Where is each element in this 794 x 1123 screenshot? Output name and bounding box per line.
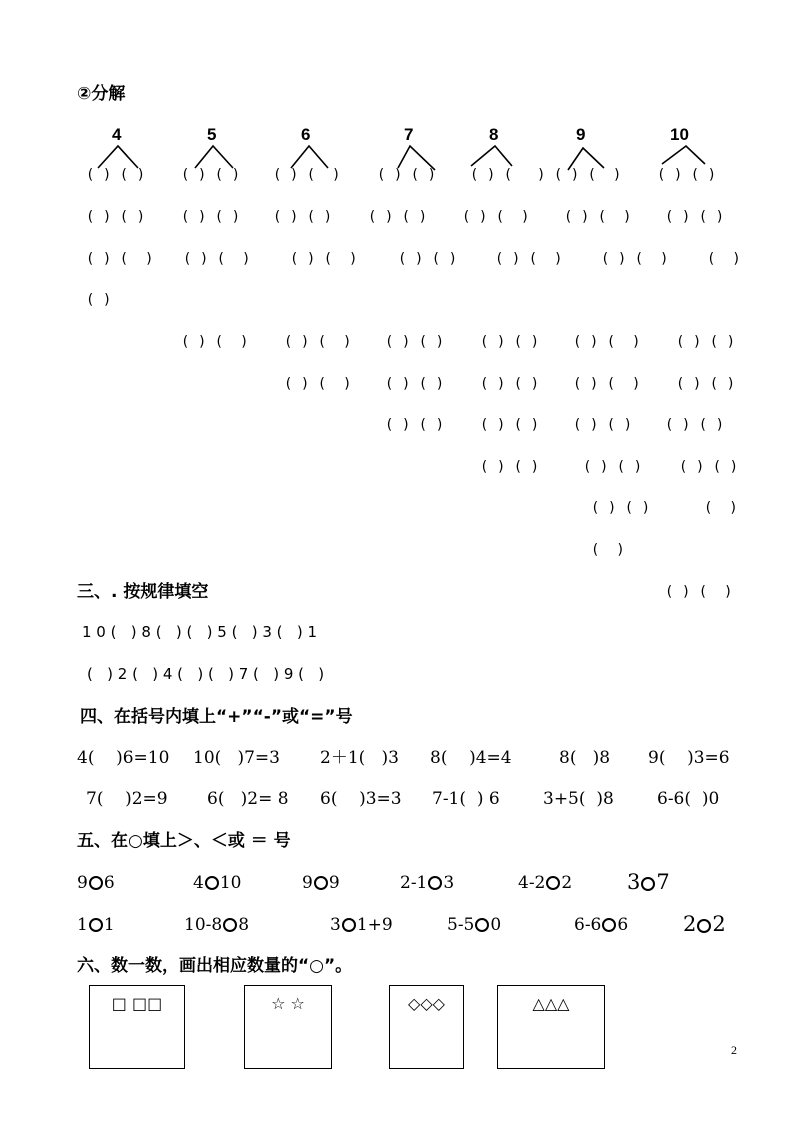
compare-left: 4-2 [518,873,546,893]
section-4-item[interactable]: 8( )8 [559,748,611,768]
tree-blank-4[interactable]: ( ) ( ) [86,167,146,183]
compare-item [330,917,393,934]
compare-circle[interactable] [89,918,103,932]
compare-item [77,917,115,934]
compare-right: 2 [712,912,726,936]
count-box-squares[interactable] [89,985,185,1069]
grid-cell[interactable]: ( ) ( ) [480,459,540,475]
grid-cell[interactable]: ( ) ( ) [665,209,725,225]
section-4-item[interactable]: 2＋1( )3 [320,748,399,768]
compare-left: 6-6 [574,915,602,935]
count-box-triangles[interactable] [497,985,605,1069]
section-4-item[interactable]: 6-6( )0 [657,789,720,809]
section-4-item[interactable]: 4( )6=10 [77,748,170,768]
compare-circle[interactable] [314,876,328,890]
compare-item [302,875,340,892]
grid-cell[interactable]: ( ) ( ) [676,376,736,392]
grid-cell[interactable]: ( ) ( ) [495,251,563,267]
tree-number-7: 7 [404,125,414,144]
square-icons: □ □□ [111,994,163,1013]
section-4-item[interactable]: 8( )4=4 [430,748,512,768]
grid-cell[interactable]: ( ) ( ) [385,417,445,433]
compare-item [627,872,670,893]
section-6-title: 六、数一数，画出相应数量的“○”。 [77,956,353,976]
compare-left: 2 [683,912,697,936]
compare-circle[interactable] [428,876,442,890]
grid-cell[interactable]: ( ) ( ) [385,376,445,392]
tree-blank-6[interactable]: ( ) ( ) [273,167,341,183]
grid-cell[interactable]: ( ) ( ) [183,251,251,267]
grid-cell[interactable]: ( ) ( ) [290,251,358,267]
grid-cell[interactable]: ( ) ( ) [591,500,651,516]
compare-left: 3 [627,870,641,894]
compare-item [400,875,454,892]
grid-cell[interactable]: ( ) ( ) [601,251,669,267]
compare-right: 10 [219,873,242,893]
star-icons: ☆ ☆ [271,994,305,1013]
section-4-title: 四、在括号内填上“+”“-”或“=”号 [80,707,353,727]
compare-circle[interactable] [697,919,711,933]
compare-left: 9 [77,873,88,893]
branch-4 [98,146,138,168]
section-4-item[interactable]: 10( )7=3 [193,748,280,768]
section-4-item[interactable]: 6( )3=3 [320,789,402,809]
tree-number-8: 8 [489,125,499,144]
grid-cell[interactable]: ( ) ( ) [284,334,352,350]
grid-cell[interactable]: ( ) ( ) [573,376,641,392]
grid-cell[interactable]: ( ) ( ) [676,334,736,350]
grid-cell[interactable]: ( ) ( ) [573,334,641,350]
count-box-diamonds[interactable] [389,985,464,1069]
grid-cell[interactable]: ( ) ( ) [480,417,540,433]
compare-left: 2-1 [400,873,428,893]
section-2-title: ②分解 [77,84,126,104]
grid-cell[interactable]: ( ) [704,500,738,516]
compare-right: 1+9 [356,915,393,935]
grid-cell[interactable]: ( ) ( ) [368,209,428,225]
compare-item [77,875,115,892]
compare-left: 3 [330,915,341,935]
grid-cell[interactable]: ( ) [86,292,112,308]
grid-cell[interactable]: ( ) ( ) [480,334,540,350]
compare-right: 6 [617,915,629,935]
compare-circle[interactable] [602,918,616,932]
compare-item [447,917,501,934]
grid-cell[interactable]: ( ) ( ) [273,209,333,225]
compare-circle[interactable] [89,876,103,890]
section-3-title: 三、. 按规律填空 [77,582,209,602]
tree-number-5: 5 [207,125,217,144]
section-3-sequence-1[interactable]: 1 0 ( ) 8 ( ) ( ) 5 ( ) 3 ( ) 1 [82,623,317,641]
compare-left: 4 [193,873,204,893]
compare-circle[interactable] [641,877,655,891]
compare-left: 1 [77,915,88,935]
tree-blank-10[interactable]: ( ) ( ) [657,167,717,183]
compare-circle[interactable] [223,918,237,932]
compare-left: 9 [302,873,313,893]
page-number: 2 [731,1043,737,1057]
tree-blank-5[interactable]: ( ) ( ) [181,167,241,183]
section-4-item[interactable]: 3+5( )8 [543,789,614,809]
grid-cell[interactable]: ( ) ( ) [564,209,632,225]
compare-item [193,875,241,892]
section-4-item[interactable]: 7-1( ) 6 [432,789,500,809]
compare-right: 3 [443,873,455,893]
section-4-item[interactable]: 9( )3=6 [648,748,730,768]
grid-cell[interactable]: ( ) [591,542,625,558]
grid-cell[interactable]: ( ) ( ) [86,251,154,267]
grid-cell[interactable]: ( ) ( ) [284,376,352,392]
compare-left: 10-8 [184,915,223,935]
compare-right: 0 [490,915,502,935]
grid-cell[interactable]: ( ) ( ) [583,459,643,475]
grid-cell[interactable]: ( ) ( ) [398,251,458,267]
compare-right: 9 [328,873,340,893]
grid-cell[interactable]: ( ) ( ) [665,417,725,433]
branch-5 [195,146,233,168]
compare-item [518,875,572,892]
grid-cell[interactable]: ( ) ( ) [181,209,241,225]
compare-item [683,914,726,935]
section-3-sequence-2[interactable]: ( ) 2 ( ) 4 ( ) ( ) 7 ( ) 9 ( ) [87,665,325,683]
compare-item [184,917,249,934]
compare-circle[interactable] [205,876,219,890]
compare-item [574,917,628,934]
section-4-item[interactable]: 7( )2=9 [86,789,168,809]
compare-circle[interactable] [342,918,356,932]
grid-cell[interactable]: ( ) [707,251,741,267]
compare-right: 7 [656,870,670,894]
tree-number-9: 9 [576,125,586,144]
tree-number-10: 10 [670,125,689,144]
compare-right: 2 [561,873,573,893]
tree-number-4: 4 [112,125,122,144]
compare-right: 1 [103,915,115,935]
grid-cell[interactable]: ( ) ( ) [385,334,445,350]
compare-right: 6 [103,873,115,893]
tree-number-6: 6 [301,125,311,144]
compare-left: 5-5 [447,915,475,935]
grid-cell[interactable]: ( ) ( ) [86,209,146,225]
compare-circle[interactable] [546,876,560,890]
grid-cell[interactable]: ( ) ( ) [480,376,540,392]
section-3-aside-blank[interactable]: ( ) ( ) [665,584,733,600]
compare-right: 8 [238,915,250,935]
tree-blank-7[interactable]: ( ) ( ) [377,167,437,183]
branch-10 [662,146,705,164]
diamond-icons: ◇◇◇ [408,994,445,1013]
count-box-stars[interactable] [244,985,332,1069]
compare-circle[interactable] [475,918,489,932]
triangle-icons: △△△ [532,994,570,1013]
branch-8 [471,146,512,166]
grid-cell[interactable]: ( ) ( ) [679,459,739,475]
branch-6 [291,146,328,168]
grid-cell[interactable]: ( ) ( ) [573,417,633,433]
section-5-title: 五、在○填上＞、＜或 ＝ 号 [77,831,291,851]
grid-cell[interactable]: ( ) ( ) [181,334,249,350]
section-4-item[interactable]: 6( )2= 8 [207,789,289,809]
tree-blank-8[interactable]: ( ) ( [470,167,513,183]
grid-cell[interactable]: ( ) ( ) [462,209,530,225]
tree-blank-9[interactable]: ) ( ) ( ) [537,167,622,183]
